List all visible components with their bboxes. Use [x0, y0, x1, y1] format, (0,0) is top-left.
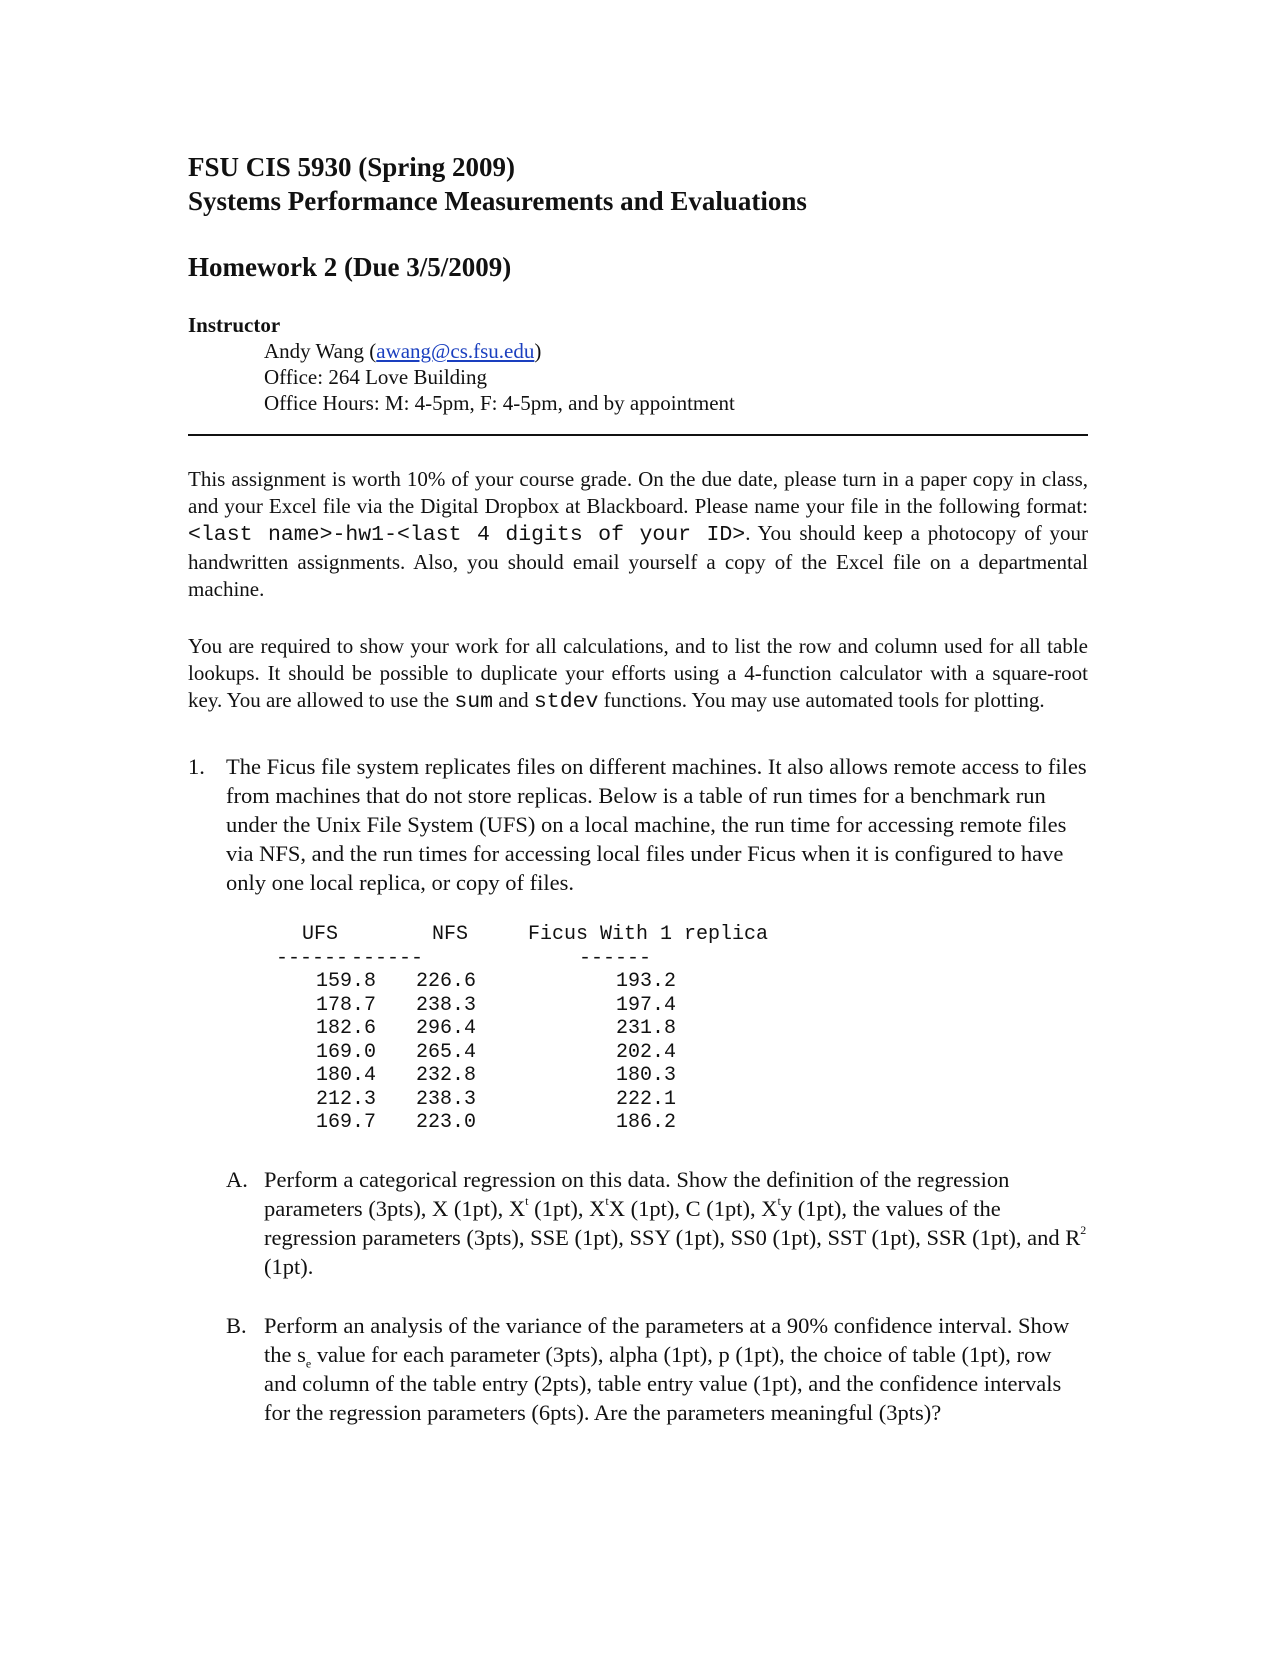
question-1-text: The Ficus file system replicates files on different machines. It also allows remote access to files from machines that do not store replicas. Below is a table of run times for a benchmark run under the Unix File System (UFS) on a local machine, the run time for accessing remote files via NFS, and the run times for accessing local files under Ficus when it is configured to have only one local replica, or copy of files.: [226, 754, 1087, 895]
instructor-email-link[interactable]: awang@cs.fsu.edu: [376, 339, 535, 363]
cell-nfs: 223.0: [415, 1111, 476, 1134]
cell-nfs: 226.6: [415, 970, 476, 993]
intro-p1-text-a: This assignment is worth 10% of your course grade. On the due date, please turn in a paper copy in class, and your Excel file via the Digital Dropbox at Blackboard. Please name your file in the following format:: [188, 467, 1088, 518]
header-ufs: UFS: [301, 923, 338, 946]
dash-ufs: ------: [276, 946, 349, 970]
runtime-table-dashes: [276, 947, 1088, 971]
cell-ufs: 182.6: [315, 1017, 376, 1040]
part-b-text-1: Perform an analysis of the variance of the parameters at a 90% confidence interval. Show the s: [264, 1312, 1070, 1367]
cell-nfs: 238.3: [415, 1087, 476, 1111]
cell-ufs: 169.0: [315, 1040, 376, 1064]
question-1-part-a: [226, 1165, 1088, 1281]
table-row: [276, 1088, 1088, 1112]
intro-p2-text-b: functions. You may use automated tools for plotting.: [598, 688, 1045, 712]
cell-nfs: 296.4: [415, 1017, 476, 1040]
instructor-hours: Office Hours: M: 4-5pm, F: 4-5pm, and by appointment: [264, 391, 735, 415]
cell-ufs: 178.7: [315, 993, 376, 1017]
part-a-text: [264, 1165, 1088, 1281]
cell-ufs: 212.3: [315, 1087, 376, 1111]
document-content: [188, 150, 1088, 1427]
table-row: [276, 1041, 1088, 1065]
course-title: Systems Performance Measurements and Evaluations: [188, 186, 807, 216]
cell-ficus: 222.1: [615, 1087, 676, 1111]
cell-ficus: 197.4: [615, 993, 676, 1017]
intro-paragraph-1: [188, 466, 1088, 603]
instructor-label: Instructor: [188, 313, 281, 337]
homework-title: Homework 2 (Due 3/5/2009): [188, 252, 512, 282]
runtime-table-header: [276, 923, 1088, 947]
se-subscript: e: [305, 1356, 312, 1370]
cell-ufs: 159.8: [315, 970, 376, 993]
horizontal-rule: [188, 434, 1088, 436]
cell-ufs: 180.4: [315, 1064, 376, 1087]
filename-format-code: <last name>-hw1-<last 4 digits of your ID>: [188, 523, 746, 547]
stdev-function-code: stdev: [533, 690, 599, 714]
part-a-text-4: y (1pt), the values of the regression parameters (3pts), SSE (1pt), SSY (1pt), SS0 (1pt), SST (1pt), SSR (1pt), and R: [264, 1195, 1081, 1250]
instructor-name-line: [188, 338, 1088, 364]
transpose-superscript: t: [605, 1194, 609, 1208]
question-1-part-b: [226, 1311, 1088, 1427]
table-row: [276, 970, 1088, 994]
cell-nfs: 232.8: [415, 1064, 476, 1087]
intro-paragraph-2: [188, 633, 1088, 716]
part-a-text-5: (1pt).: [264, 1253, 314, 1279]
intro-p2-text-a: You are required to show your work for all calculations, and to list the row and column used for all table lookups. It should be possible to duplicate your efforts using a 4-function calculator with a square-root key. You are allowed to use the: [188, 634, 1088, 712]
part-b-text: [264, 1311, 1088, 1427]
table-row: [276, 1111, 1088, 1135]
dash-nfs: ------: [351, 946, 424, 970]
course-line: FSU CIS 5930 (Spring 2009): [188, 152, 516, 182]
cell-nfs: 265.4: [415, 1040, 476, 1064]
instructor-name-suffix: ): [534, 339, 542, 363]
table-row: [276, 1064, 1088, 1088]
instructor-office: Office: 264 Love Building: [264, 365, 487, 389]
dash-ficus: ------: [578, 946, 651, 970]
cell-ficus: 180.3: [615, 1064, 676, 1087]
header-ficus: Ficus With 1 replica: [527, 923, 768, 946]
part-a-text-2: (1pt), X: [528, 1195, 606, 1221]
cell-ufs: 169.7: [315, 1111, 376, 1134]
transpose-superscript: t: [525, 1194, 529, 1208]
intro-p1-text-b: . You should keep a photocopy of your handwritten assignments. Also, you should email yourself a copy of the Excel file on a departmental machine.: [188, 521, 1088, 601]
question-1-number: 1.: [188, 754, 205, 779]
intro-p2-text-mid: and: [493, 688, 534, 712]
instructor-name: Andy Wang (: [264, 339, 377, 363]
cell-ficus: 231.8: [615, 1017, 676, 1040]
header-nfs: NFS: [431, 923, 468, 946]
part-a-text-3: X (1pt), C (1pt), X: [608, 1195, 778, 1221]
cell-ficus: 202.4: [615, 1040, 676, 1064]
table-row: [276, 1017, 1088, 1041]
part-a-label: A.: [226, 1166, 248, 1192]
part-b-label: B.: [226, 1312, 247, 1338]
cell-nfs: 238.3: [415, 993, 476, 1017]
part-b-text-2: value for each parameter (3pts), alpha (1pt), p (1pt), the choice of table (1pt), row and column of the table entry (2pts), table entry value (1pt), and the confidence intervals for the regression parameters (6pts). Are the parameters meaningful (3pts)?: [264, 1341, 1062, 1425]
transpose-superscript: t: [777, 1194, 781, 1208]
cell-ficus: 193.2: [615, 970, 676, 993]
question-1: [188, 752, 1088, 897]
cell-ficus: 186.2: [615, 1111, 676, 1134]
runtime-table: [276, 923, 1088, 1135]
table-row: [276, 994, 1088, 1018]
part-a-text-1: Perform a categorical regression on this data. Show the definition of the regression parameters (3pts), X (1pt), X: [264, 1166, 1010, 1221]
sum-function-code: sum: [454, 690, 494, 714]
squared-superscript: 2: [1080, 1223, 1087, 1237]
